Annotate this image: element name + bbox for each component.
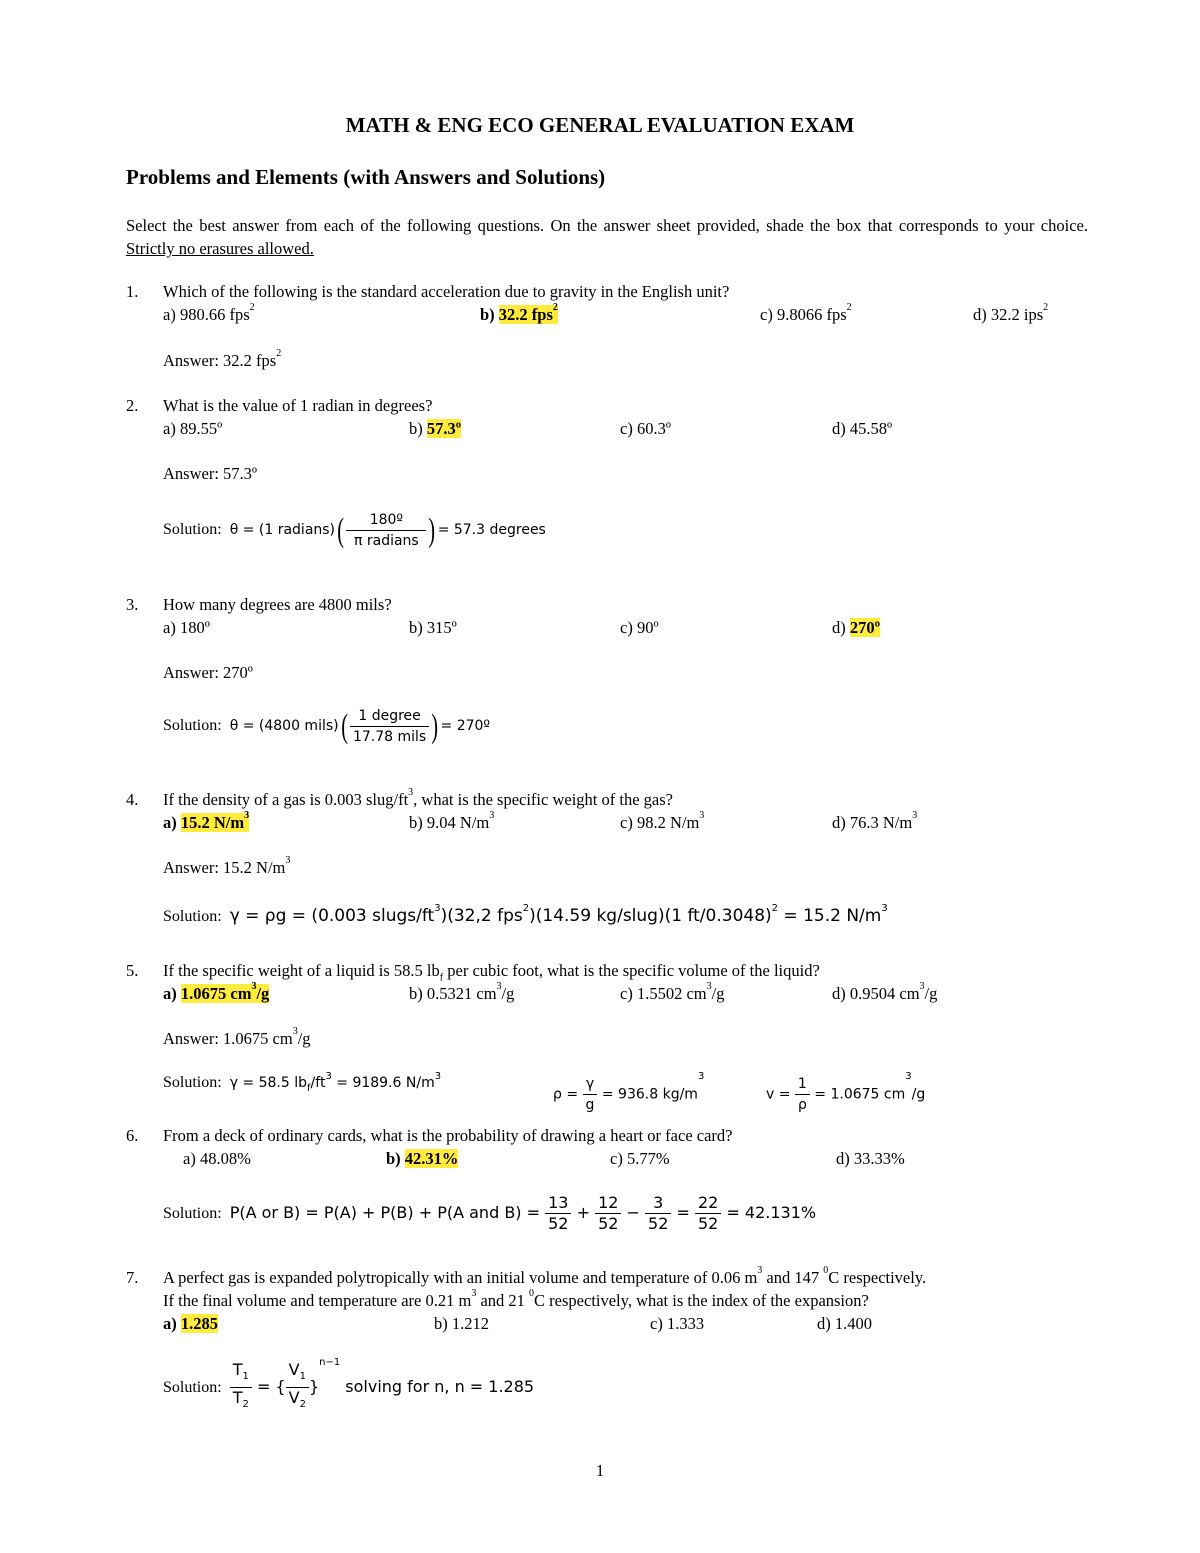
page-number: 1 bbox=[595, 1461, 605, 1480]
q6-choice-d: d) 33.33% bbox=[836, 1149, 905, 1168]
q3-choice-d: d) 270º bbox=[832, 618, 881, 637]
q6-solution: Solution: P(A or B) = P(A) + P(B) + P(A and B) = $\frac{13}{52}$ + $\frac{12}{52}$ − $\frac{3}{52}$ = $\frac{22}{52}$ = 42.131% bbox=[163, 1193, 817, 1233]
q1-choice-b: b) 32.2 fps$^2$ bbox=[480, 302, 558, 324]
q2-answer: Answer: 57.3º bbox=[163, 464, 258, 483]
q6-choice-c: c) 5.77% bbox=[610, 1149, 670, 1168]
q2-choice-d: d) 45.58º bbox=[832, 419, 893, 438]
q1-correct-answer: 32.2 fps$^2$ bbox=[498, 302, 558, 324]
q2-choice-a: a) 89.55º bbox=[163, 419, 223, 438]
no-erasures-note: Strictly no erasures allowed. bbox=[126, 239, 314, 258]
q7-choice-b: b) 1.212 bbox=[434, 1314, 489, 1333]
q6-choice-b: b) 42.31% bbox=[386, 1149, 459, 1168]
q4-choice-c: c) 98.2 $N/m^3$ bbox=[620, 810, 705, 832]
q6-correct-answer: 42.31% bbox=[404, 1149, 459, 1168]
q3-text: How many degrees are 4800 mils? bbox=[163, 595, 392, 614]
q4-text: If the density of a gas is 0.003 slug/$ft^3$, what is the specific weight of the gas? bbox=[163, 787, 673, 809]
q7-text-line2: If the final volume and temperature are 0.21 $m^3$ and 21 $^0$C respectively, what is the index of the expansion? bbox=[163, 1288, 869, 1310]
q5-choice-d: d) 0.9504 $cm^3/g$ bbox=[832, 981, 938, 1003]
q1-choice-c: c) 9.8066 fps$^2$ bbox=[760, 302, 852, 324]
q2-solution: Solution: θ = (1 radians)( $\frac{\text{180º}}{\text{π radians}}$ ) = 57.3 degrees bbox=[163, 511, 546, 549]
q4-number: 4. bbox=[126, 790, 139, 809]
q5-choice-b: b) 0.5321 $cm^3/g$ bbox=[409, 981, 515, 1003]
q7-correct-answer: 1.285 bbox=[180, 1314, 218, 1333]
q5-number: 5. bbox=[126, 961, 139, 980]
q3-correct-answer: 270º bbox=[849, 618, 881, 637]
q7-choice-d: d) 1.400 bbox=[817, 1314, 872, 1333]
q1-answer: Answer: 32.2 fps$^2$ bbox=[163, 348, 282, 370]
q3-answer: Answer: 270º bbox=[163, 663, 253, 682]
q5-solution: Solution: γ = 58.5 $lb_f/ft^3 = 9189.6$ $N/m^3$ bbox=[163, 1071, 442, 1094]
q6-choice-a: a) 48.08% bbox=[183, 1149, 251, 1168]
q2-choice-c: c) 60.3º bbox=[620, 419, 671, 438]
q7-choice-a: a) 1.285 bbox=[163, 1314, 218, 1333]
q4-choice-b: b) 9.04 $N/m^3$ bbox=[409, 810, 495, 832]
q2-text: What is the value of 1 radian in degrees? bbox=[163, 396, 433, 415]
instructions bbox=[126, 214, 1088, 260]
q2-correct-answer: 57.3º bbox=[426, 419, 462, 438]
q7-text-line1: A perfect gas is expanded polytropically with an initial volume and temperature of 0.06 $m^3$ and 147 $^0$C respectively. bbox=[163, 1265, 927, 1287]
q4-solution: Solution: γ = ρg = (0.003 slugs/$ft^3)(32,2$ fps$^2$)(14.59 kg/slug)(1 ft/0.3048)$^2$ = 15.2 $N/m^3$ bbox=[163, 903, 888, 926]
q3-solution: Solution: θ = (4800 mils)( $\frac{\text{1 degree}}{\text{17.78 mils}}$ ) = 270º bbox=[163, 707, 491, 745]
page-title: MATH & ENG ECO GENERAL EVALUATION EXAM bbox=[345, 113, 855, 137]
q4-choice-d: d) 76.3 $N/m^3$ bbox=[832, 810, 918, 832]
q5-solution-density: ρ = $\frac{\gamma}{g}$ = 936.8 $kg/m^3$ bbox=[553, 1071, 705, 1113]
q5-choice-a: a) 1.0675 $cm^3/g$ bbox=[163, 981, 270, 1003]
q5-choice-c: c) 1.5502 $cm^3/g$ bbox=[620, 981, 725, 1003]
q1-text: Which of the following is the standard acceleration due to gravity in the English unit? bbox=[163, 282, 730, 301]
q5-solution-volume: v = $\frac{1}{\rho}$ = 1.0675 $cm^3/g$ bbox=[766, 1071, 926, 1113]
q5-correct-answer: 1.0675 $cm^3/g$ bbox=[180, 981, 270, 1003]
q3-choice-b: b) 315º bbox=[409, 618, 457, 637]
q7-choice-c: c) 1.333 bbox=[650, 1314, 705, 1333]
page-subtitle: Problems and Elements (with Answers and Solutions) bbox=[126, 165, 606, 189]
q4-choice-a: a) 15.2 $N/m^3$ bbox=[163, 810, 250, 832]
q2-choice-b: b) 57.3º bbox=[409, 419, 462, 438]
q3-number: 3. bbox=[126, 595, 139, 614]
q5-answer: Answer: 1.0675 $cm^3/g$ bbox=[163, 1026, 311, 1048]
q7-number: 7. bbox=[126, 1268, 139, 1287]
q2-number: 2. bbox=[126, 396, 139, 415]
q1-number: 1. bbox=[126, 282, 139, 301]
q1-choice-d: d) 32.2 ips$^2$ bbox=[973, 302, 1049, 324]
q3-choice-a: a) 180º bbox=[163, 618, 210, 637]
q5-text: If the specific weight of a liquid is 58.5 $lb_f$ per cubic foot, what is the specific volume of the liquid? bbox=[163, 961, 820, 984]
q4-answer: Answer: 15.2 $N/m^3$ bbox=[163, 855, 291, 877]
q6-text: From a deck of ordinary cards, what is the probability of drawing a heart or face card? bbox=[163, 1126, 733, 1145]
q7-solution: Solution: $\frac{T_1}{T_2}$ = { $\frac{V_1}{V_2}$ }$^{n-1}$ solving for n, n = 1.285 bbox=[163, 1357, 535, 1411]
q3-choice-c: c) 90º bbox=[620, 618, 659, 637]
instructions-text: Select the best answer from each of the following questions. On the answer sheet provided, shade the box that corresponds to your choice. bbox=[126, 216, 1088, 235]
q4-correct-answer: 15.2 $N/m^3$ bbox=[180, 810, 250, 832]
q6-number: 6. bbox=[126, 1126, 139, 1145]
q1-choice-a: a) 980.66 fps$^2$ bbox=[163, 302, 255, 324]
